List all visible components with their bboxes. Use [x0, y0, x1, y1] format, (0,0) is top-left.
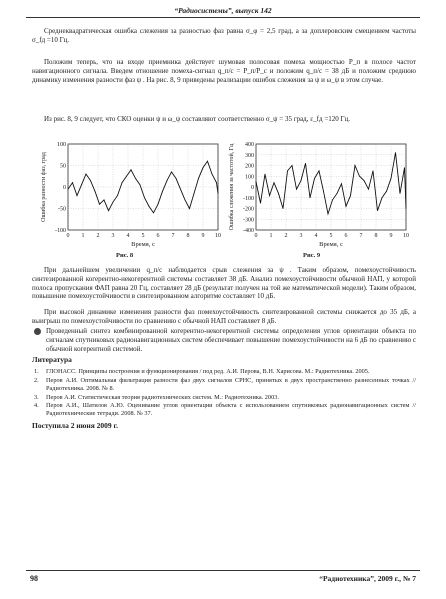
page-number: 98	[30, 574, 38, 583]
y-tick-label: -200	[243, 206, 254, 213]
data-point	[212, 174, 213, 175]
y-tick-label: -50	[58, 206, 66, 213]
reference-number: 3.	[34, 393, 39, 401]
data-point	[158, 204, 159, 205]
conclusion-bullet	[32, 327, 416, 353]
data-point	[319, 170, 320, 171]
data-point	[301, 180, 302, 181]
x-tick-label: 7	[359, 233, 363, 239]
data-point	[328, 213, 329, 214]
data-point	[296, 189, 297, 190]
references-list	[32, 368, 416, 419]
data-point	[391, 178, 392, 179]
data-point	[359, 176, 360, 177]
figure-8-chart	[38, 138, 224, 250]
reference-number: 2.	[34, 376, 39, 384]
reference-number: 4.	[34, 402, 39, 410]
x-tick-label: 5	[141, 233, 145, 239]
data-point	[406, 208, 407, 209]
data-point	[386, 191, 387, 192]
data-point	[265, 174, 266, 175]
reference-text: Перов А.И. Оптимальная фильтрация разности фаз двух сигналов СРНС, принятых в двух пространственно разнесенных точках // Радиотехника. 2008. № 8.	[46, 376, 416, 392]
data-point	[131, 169, 132, 170]
x-tick-label: 6	[344, 233, 348, 239]
reference-item	[32, 368, 416, 376]
x-tick-label: 1	[269, 233, 273, 239]
x-tick-label: 2	[284, 233, 288, 239]
x-tick-label: 3	[299, 233, 303, 239]
data-point	[117, 195, 118, 196]
figure-9-chart	[226, 138, 412, 250]
data-point	[341, 183, 342, 184]
data-point	[104, 200, 105, 201]
data-point	[122, 182, 123, 183]
reference-text: Перов А.И. Статистическая теория радиотехнических систем. М.: Радиотехника. 2003.	[46, 393, 279, 401]
paragraph-4: При дальнейшем увеличении q_п/с наблюдается срыв слежения за ψ . Таким образом, помехоустойчивость синтезированной когерентно-некогерентной системы составляет 38 дБ. Анализ помехоустойчивости обычной НАП, у которой полоса пропускания ФАП равна 20 Гц, составляет 28 дБ (результат получен на той же математической модели). Таким образом, повышение помехоустойчивости в синтезированном алгоритме составляет 10 дБ.	[32, 266, 416, 301]
data-point	[144, 197, 145, 198]
data-point	[337, 193, 338, 194]
y-tick-label: 0	[63, 185, 66, 191]
data-point	[113, 202, 114, 203]
data-point	[260, 203, 261, 204]
data-point	[278, 193, 279, 194]
x-tick-label: 1	[81, 233, 85, 239]
x-tick-label: 7	[171, 233, 175, 239]
received-date: Поступила 2 июня 2009 г.	[32, 421, 118, 430]
data-point	[310, 197, 311, 198]
paragraph-5: При высокой динамике изменения разности фаз помехоустойчивость синтезированной системы снижается до 35 дБ, а выигрыш по помехоустойчивости по сравнению с обычной НАП составляет 8 дБ.	[32, 308, 416, 325]
x-tick-label: 4	[314, 233, 318, 239]
footer-rule	[26, 570, 420, 571]
x-tick-label: 8	[374, 233, 378, 239]
data-point	[72, 182, 73, 183]
y-tick-label: -400	[243, 228, 254, 234]
data-point	[86, 174, 87, 175]
data-point	[203, 167, 204, 168]
data-point	[198, 178, 199, 179]
bullet-marker	[34, 328, 41, 335]
y-tick-label: -100	[243, 195, 254, 202]
data-point	[368, 189, 369, 190]
header-rule	[26, 17, 420, 18]
x-tick-label: 6	[156, 233, 160, 239]
reference-number: 1.	[34, 368, 39, 375]
x-tick-label: 4	[126, 233, 130, 239]
y-axis-label: Ошибка разности фаз, град	[41, 152, 47, 222]
y-tick-label: -100	[55, 228, 66, 234]
data-point	[81, 184, 82, 185]
data-point	[218, 193, 219, 194]
x-tick-label: 9	[201, 233, 205, 239]
y-tick-label: 50	[60, 163, 66, 170]
reference-item	[32, 402, 416, 418]
y-axis-label: Ошибка слежения за частотой, Гц	[229, 143, 235, 231]
data-point	[99, 204, 100, 205]
x-tick-label: 8	[186, 233, 190, 239]
x-tick-label: 0	[66, 233, 70, 239]
data-point	[346, 206, 347, 207]
data-point	[149, 206, 150, 207]
x-tick-label: 10	[215, 233, 221, 239]
paragraph-3: Из рис. 8, 9 следует, что СКО оценки ψ и ω_ψ составляют соответственно σ_ψ = 35 град, ε_fд =120 Гц.	[44, 115, 351, 123]
y-tick-label: -300	[243, 217, 254, 224]
y-tick-label: 300	[245, 152, 254, 159]
data-point	[355, 165, 356, 166]
data-point	[216, 182, 217, 183]
data-point	[167, 180, 168, 181]
conclusion-text: Проведенный синтез комбинированной когерентно-некогерентной системы определения углов ориентации объекта по сигналам спутниковых радионавигационных систем обеспечивает повышение помехоустойчивости на 6 дБ по сравнению с обычной когерентной системой.	[46, 327, 416, 353]
y-tick-label: 100	[245, 174, 254, 181]
figure-9-caption: Рис. 9	[303, 252, 321, 259]
data-point	[350, 195, 351, 196]
data-point	[305, 163, 306, 164]
data-point	[382, 197, 383, 198]
x-tick-label: 3	[111, 233, 115, 239]
y-tick-label: 0	[251, 185, 254, 191]
data-point	[323, 191, 324, 192]
data-point	[269, 195, 270, 196]
data-point	[180, 189, 181, 190]
data-point	[68, 189, 69, 190]
data-point	[189, 208, 190, 209]
data-point	[153, 212, 154, 213]
x-tick-label: 10	[403, 233, 409, 239]
reference-text: ГЛОНАСС. Принципы построения и функционирования / под ред. А.И. Перова, В.Н. Харисова. М.: Радиотехника. 2005.	[46, 368, 370, 375]
reference-item	[32, 377, 416, 393]
data-point	[194, 193, 195, 194]
data-point	[400, 193, 401, 194]
journal-issue: “Радиотехника”, 2009 г., № 7	[319, 574, 416, 583]
y-tick-label: 400	[245, 142, 254, 148]
reference-item	[32, 394, 416, 402]
data-point	[332, 200, 333, 201]
data-point	[108, 210, 109, 211]
data-point	[176, 178, 177, 179]
data-point	[373, 170, 374, 171]
data-point	[274, 182, 275, 183]
x-tick-label: 0	[254, 233, 258, 239]
data-point	[171, 172, 172, 173]
reference-text: Перов А.И., Шатилов А.Ю. Оценивание углов ориентации объекта с использованием спутниковых радионавигационных систем // Радиотехнические тетради. 2008. № 37.	[46, 402, 416, 418]
paragraph-1: Среднеквадратическая ошибка слежения за разностью фаз равна σ_φ = 2,5 град, а за доплеровским смещением частоты σ_fд =10 Гц.	[32, 27, 416, 44]
running-header: “Радиосистемы”, выпуск 142	[174, 6, 272, 15]
data-point	[95, 191, 96, 192]
references-heading: Литература	[32, 355, 72, 364]
data-point	[283, 208, 284, 209]
data-point	[292, 165, 293, 166]
x-tick-label: 2	[96, 233, 100, 239]
paragraph-2: Положим теперь, что на входе приемника действует шумовая полосовая помеха мощностью P_п в полосе частот навигационного сигнала. Введем отношение помеха-сигнал q_п/с = P_п/P_с и положим q_п/с = 38 дБ и положим среднюю динамику изменения разности фаз ψ . На рис. 8, 9 приведены реализации ошибок слежения за ψ и ω_ψ в этом случае.	[32, 58, 416, 84]
x-axis-label: Время, с	[131, 241, 155, 248]
data-point	[256, 181, 257, 182]
data-point	[185, 200, 186, 201]
y-tick-label: 200	[245, 163, 254, 170]
data-point	[314, 178, 315, 179]
data-point	[77, 195, 78, 196]
data-point	[287, 170, 288, 171]
figure-8-caption: Рис. 8	[116, 252, 134, 259]
x-axis-label: Время, с	[319, 241, 343, 248]
x-tick-label: 9	[389, 233, 393, 239]
data-point	[377, 210, 378, 211]
data-point	[395, 152, 396, 153]
data-point	[126, 176, 127, 177]
x-tick-label: 5	[329, 233, 333, 239]
data-point	[135, 178, 136, 179]
y-tick-label: 100	[57, 142, 66, 148]
data-point	[207, 161, 208, 162]
data-point	[90, 180, 91, 181]
data-point	[404, 167, 405, 168]
data-point	[364, 180, 365, 181]
data-point	[162, 191, 163, 192]
data-point	[140, 184, 141, 185]
